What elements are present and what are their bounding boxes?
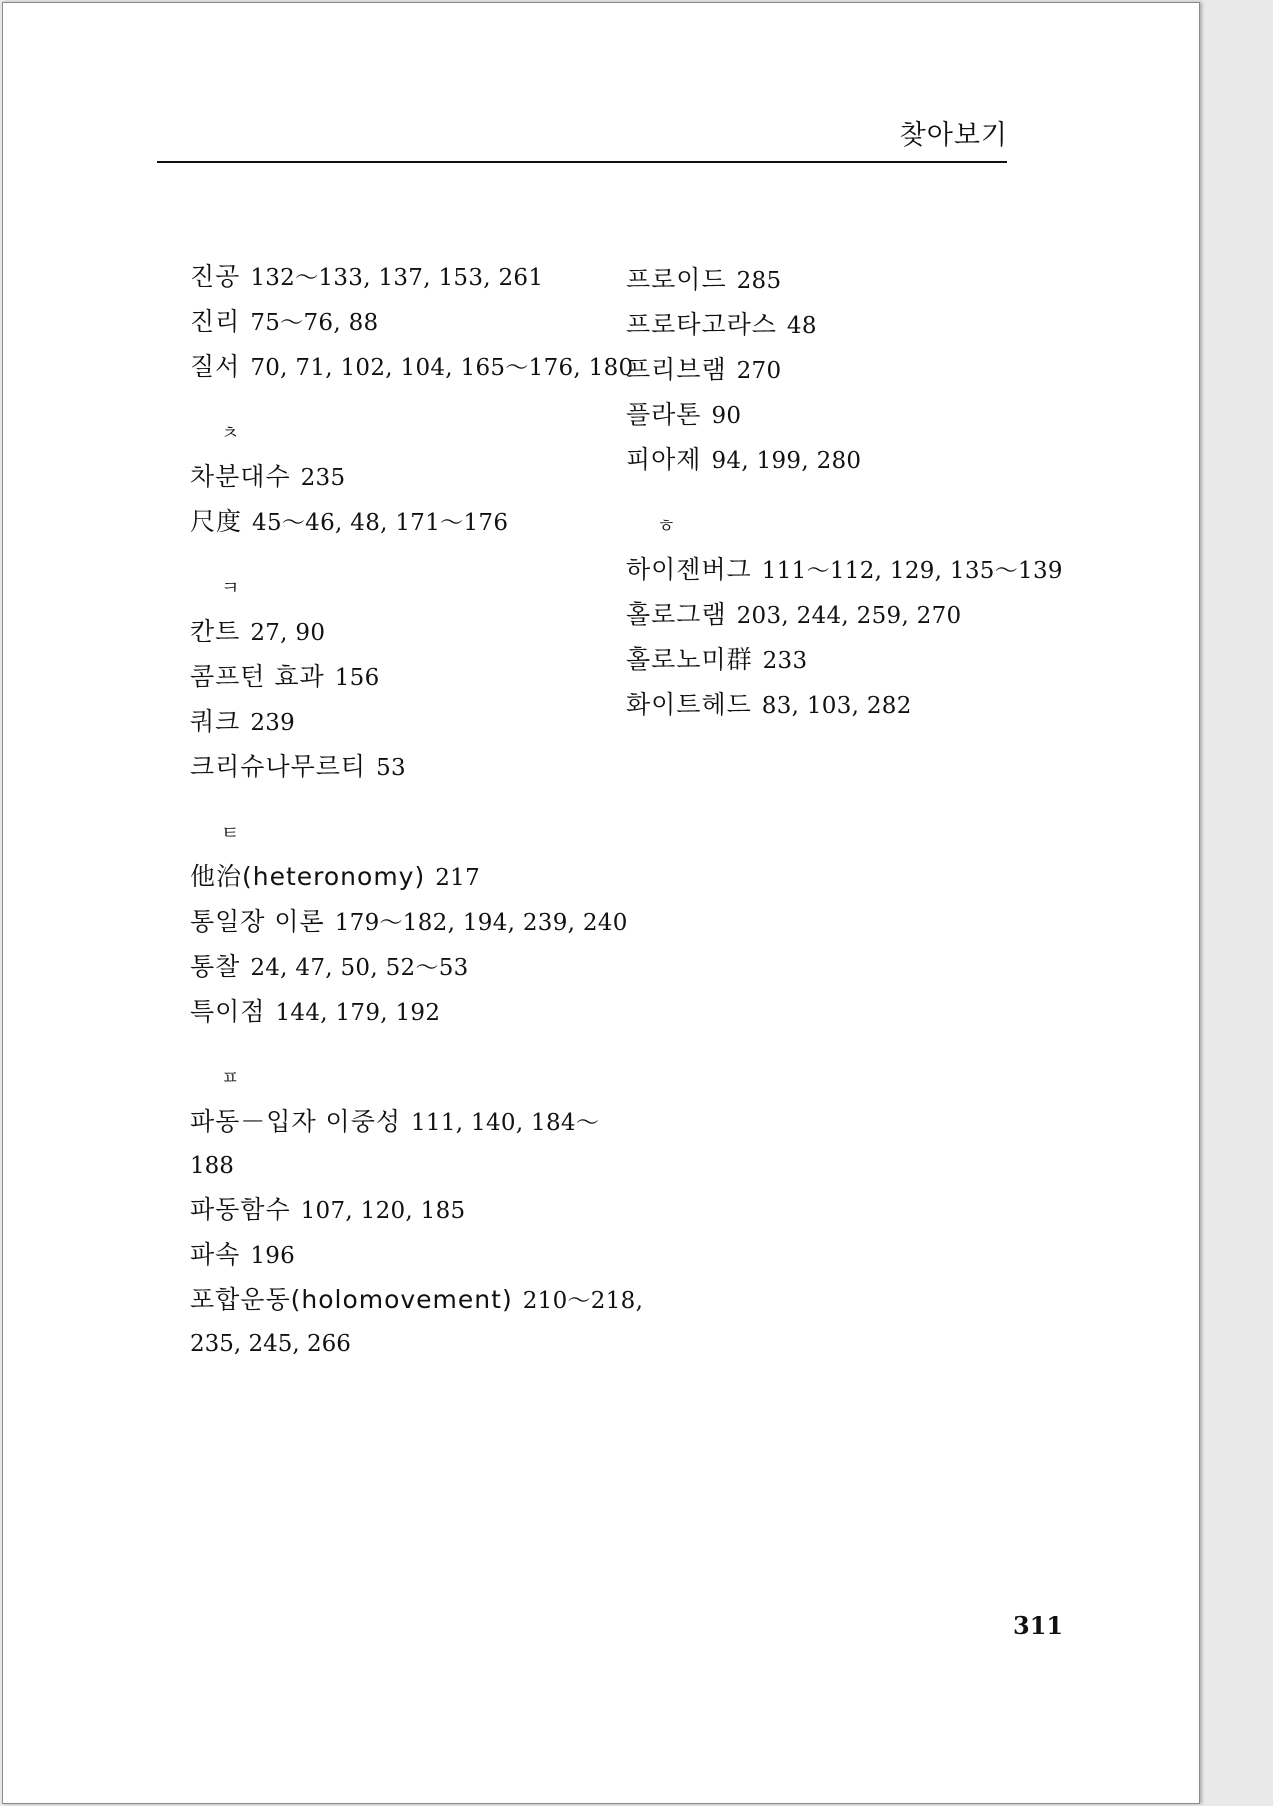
index-term: 홀로노미群 (626, 645, 753, 674)
index-term: 프리브램 (626, 355, 727, 384)
section-letter-hieut: ㅎ (657, 515, 676, 537)
index-pages: 210～218, (522, 1288, 644, 1314)
index-pages: 217 (435, 865, 481, 891)
index-pages: 94, 199, 280 (711, 448, 862, 474)
section-letter-chieut: ㅊ (221, 422, 240, 444)
index-entry (190, 500, 610, 545)
index-entry (190, 300, 610, 345)
document-page (2, 2, 1200, 1804)
index-entry (190, 655, 610, 700)
index-entry (190, 255, 610, 300)
index-entry (190, 990, 610, 1035)
index-entry (626, 593, 1046, 638)
index-term: 화이트헤드 (626, 690, 752, 719)
index-entry (190, 455, 610, 500)
index-pages: 70, 71, 102, 104, 165～176, 180 (250, 355, 634, 381)
index-pages: 132～133, 137, 153, 261 (250, 265, 544, 291)
index-pages: 111～112, 129, 135～139 (761, 558, 1063, 584)
section-letter-kieuk: ㅋ (221, 577, 240, 599)
index-entry (190, 700, 610, 745)
index-term: 특이점 (190, 997, 266, 1026)
section-letter-tieut: ㅌ (221, 822, 240, 844)
index-term: 尺度 (190, 507, 243, 536)
index-pages: 285 (736, 268, 782, 294)
index-term: 파동－입자 이중성 (190, 1107, 401, 1136)
index-entry (626, 638, 1046, 683)
index-term: 프로타고라스 (626, 310, 777, 339)
index-entry (190, 345, 634, 390)
index-entry (626, 303, 1046, 348)
index-entry (626, 548, 1063, 593)
index-entry (626, 393, 1046, 438)
index-entry (190, 900, 628, 945)
index-pages: 90 (711, 403, 742, 429)
index-term: 파동함수 (190, 1195, 291, 1224)
index-term: 콤프턴 효과 (190, 662, 325, 691)
index-pages: 144, 179, 192 (275, 1000, 441, 1026)
index-pages: 48 (786, 313, 817, 339)
index-term: 크리슈나무르티 (190, 752, 367, 781)
index-pages: 24, 47, 50, 52～53 (250, 955, 469, 981)
index-pages: 111, 140, 184～ (411, 1110, 600, 1136)
index-pages: 179～182, 194, 239, 240 (334, 910, 628, 936)
index-term: 파속 (190, 1240, 241, 1269)
index-term: 칸트 (190, 617, 241, 646)
index-pages: 270 (736, 358, 782, 384)
index-pages: 235 (300, 465, 346, 491)
index-pages: 83, 103, 282 (761, 693, 912, 719)
index-entry (190, 1278, 644, 1323)
index-entry (626, 683, 1046, 728)
index-entry (190, 1100, 610, 1145)
index-term: 플라톤 (626, 400, 702, 429)
index-entry (626, 348, 1046, 393)
index-column-right (626, 258, 1063, 728)
index-term: 피아제 (626, 445, 702, 474)
index-term: 진공 (190, 262, 241, 291)
index-entry-continuation: 188 (190, 1153, 234, 1179)
running-head: 찾아보기 (899, 120, 1008, 151)
index-pages: 156 (334, 665, 380, 691)
index-entry (190, 1233, 610, 1278)
header-rule (157, 161, 1007, 163)
page-number: 311 (1013, 1611, 1064, 1640)
section-letter-pieup: ㅍ (221, 1067, 240, 1089)
index-term: 포합운동(holomovement) (190, 1285, 513, 1314)
index-term: 하이젠버그 (626, 555, 752, 584)
index-entry (190, 945, 610, 990)
index-pages: 203, 244, 259, 270 (736, 603, 962, 629)
index-pages: 196 (250, 1243, 296, 1269)
index-term: 他治(heteronomy) (190, 862, 426, 891)
index-term: 통일장 이론 (190, 907, 325, 936)
index-column-left (190, 255, 644, 1366)
index-term: 진리 (190, 307, 241, 336)
index-term: 쿼크 (190, 707, 241, 736)
index-pages: 233 (762, 648, 808, 674)
index-entry (626, 258, 1046, 303)
index-pages: 27, 90 (250, 620, 326, 646)
index-term: 홀로그램 (626, 600, 727, 629)
index-entry (190, 1188, 610, 1233)
index-entry (190, 610, 610, 655)
index-pages: 239 (250, 710, 296, 736)
index-term: 통찰 (190, 952, 241, 981)
index-entry-continuation: 235, 245, 266 (190, 1331, 351, 1357)
index-term: 차분대수 (190, 462, 291, 491)
index-term: 프로이드 (626, 265, 727, 294)
index-pages: 75～76, 88 (250, 310, 379, 336)
index-entry (190, 745, 610, 790)
index-entry (626, 438, 1046, 483)
index-pages: 45～46, 48, 171～176 (252, 510, 509, 536)
index-pages: 107, 120, 185 (300, 1198, 466, 1224)
index-term: 질서 (190, 352, 241, 381)
index-pages: 53 (376, 755, 406, 781)
index-entry (190, 855, 610, 900)
